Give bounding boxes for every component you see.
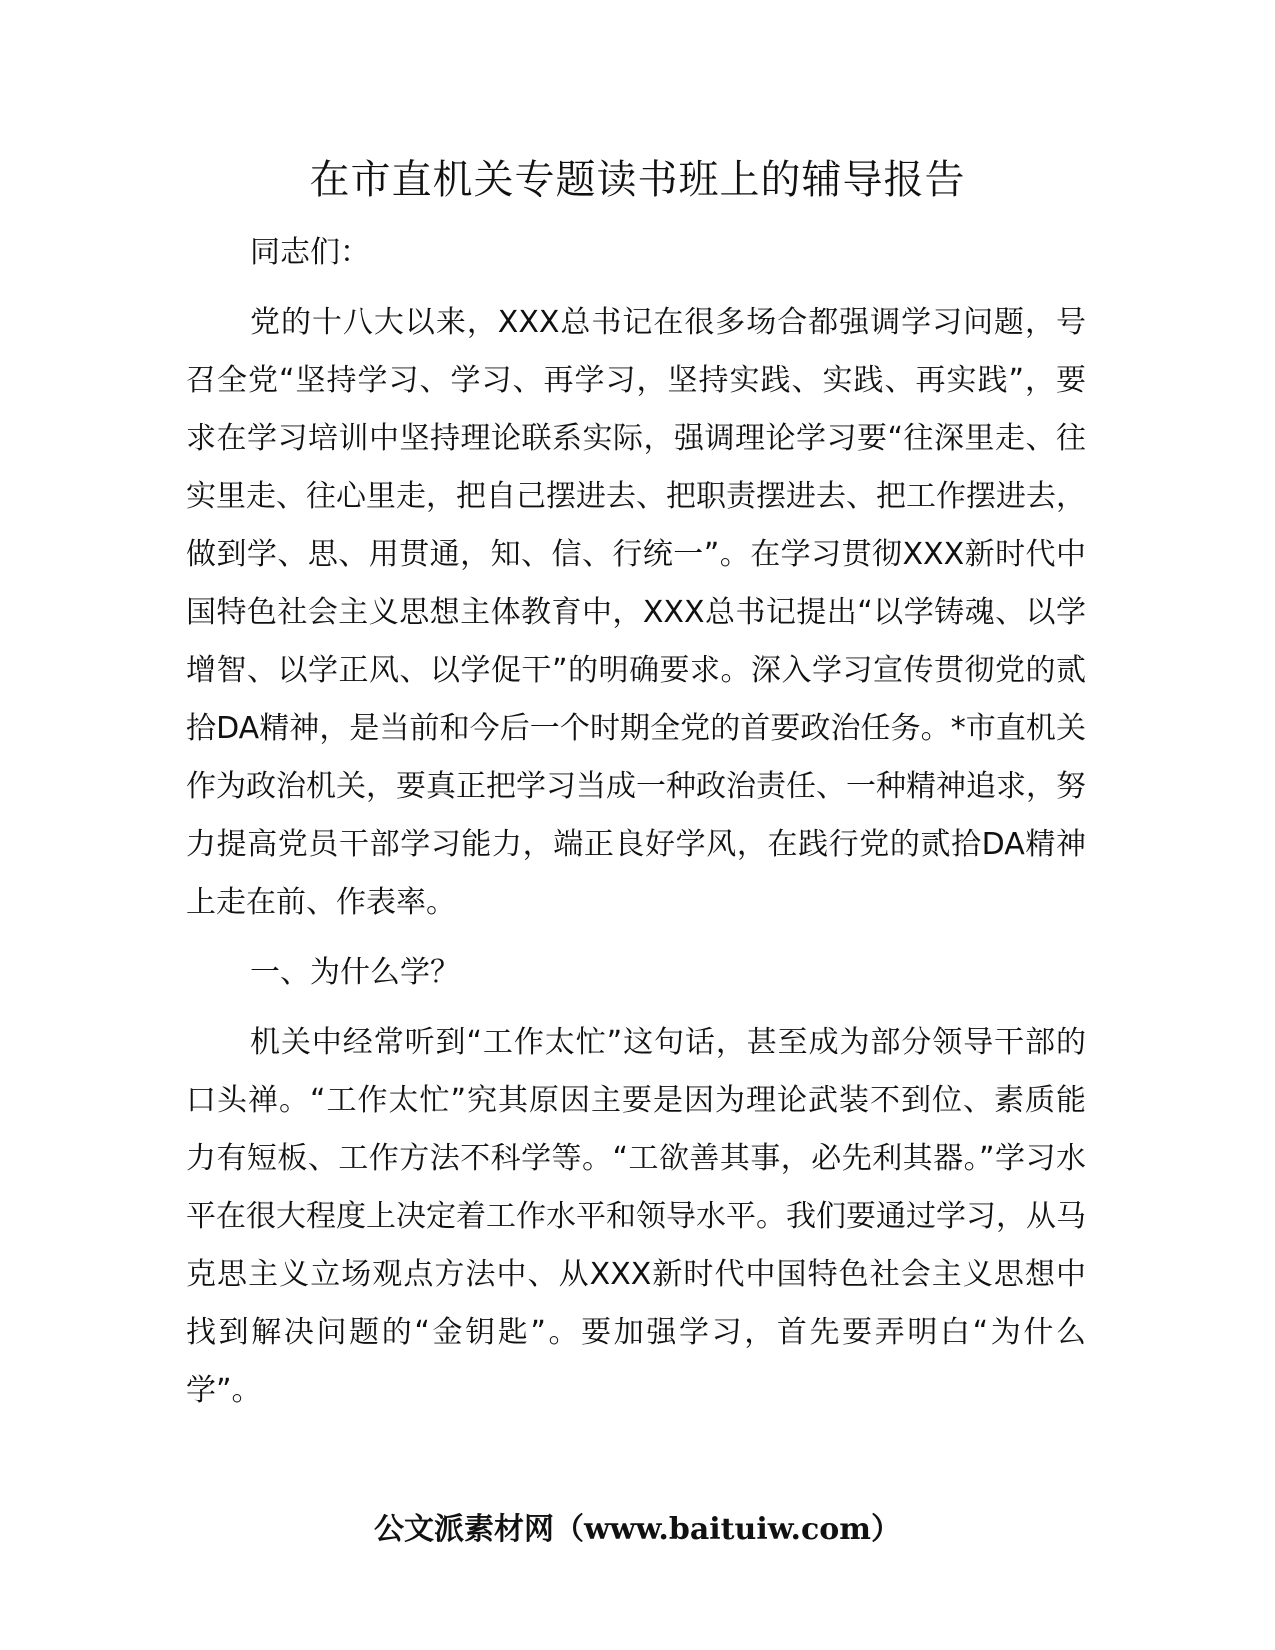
document-title: 在市直机关专题读书班上的辅导报告: [309, 157, 966, 203]
section-paragraph: 机关中经常听到“工作太忙”这句话，甚至成为部分领导干部的口头禅。“工作太忙”究其原因主要是因为理论武装不到位、素质能力有短板、工作方法不科学等。“工欲善其事，必先利其器。”学习水平在很大程度上决定着工作水平和领导水平。我们要通过学习，从马克思主义立场观点方法中、从XXX新时代中国特色社会主义思想中找到解决问题的“金钥匙”。要加强学习，首先要弄明白“为什么学”。: [186, 1025, 1086, 1408]
document-body: [186, 224, 1086, 1420]
paragraph-gap: [186, 282, 1086, 294]
section-heading: 一、为什么学？: [250, 955, 460, 990]
salutation: 同志们：: [250, 235, 370, 270]
body-paragraph: 党的十八大以来，XXX总书记在很多场合都强调学习问题，号召全党“坚持学习、学习、再学习，坚持实践、实践、再实践”，要求在学习培训中坚持理论联系实际，强调理论学习要“往深里走、往实里走、往心里走，把自己摆进去、把职责摆进去、把工作摆进去，做到学、思、用贯通，知、信、行统一”。在学习贯彻XXX新时代中国特色社会主义思想主体教育中，XXX总书记提出“以学铸魂、以学增智、以学正风、以学促干”的明确要求。深入学习宣传贯彻党的贰拾DA精神，是当前和今后一个时期全党的首要政治任务。*市直机关作为政治机关，要真正把学习当成一种政治责任、一种精神追求，努力提高党员干部学习能力，端正良好学风，在践行党的贰拾DA精神上走在前、作表率。: [186, 305, 1086, 920]
footer-watermark: 公文派素材网（www.baituiw.com）: [373, 1512, 902, 1547]
